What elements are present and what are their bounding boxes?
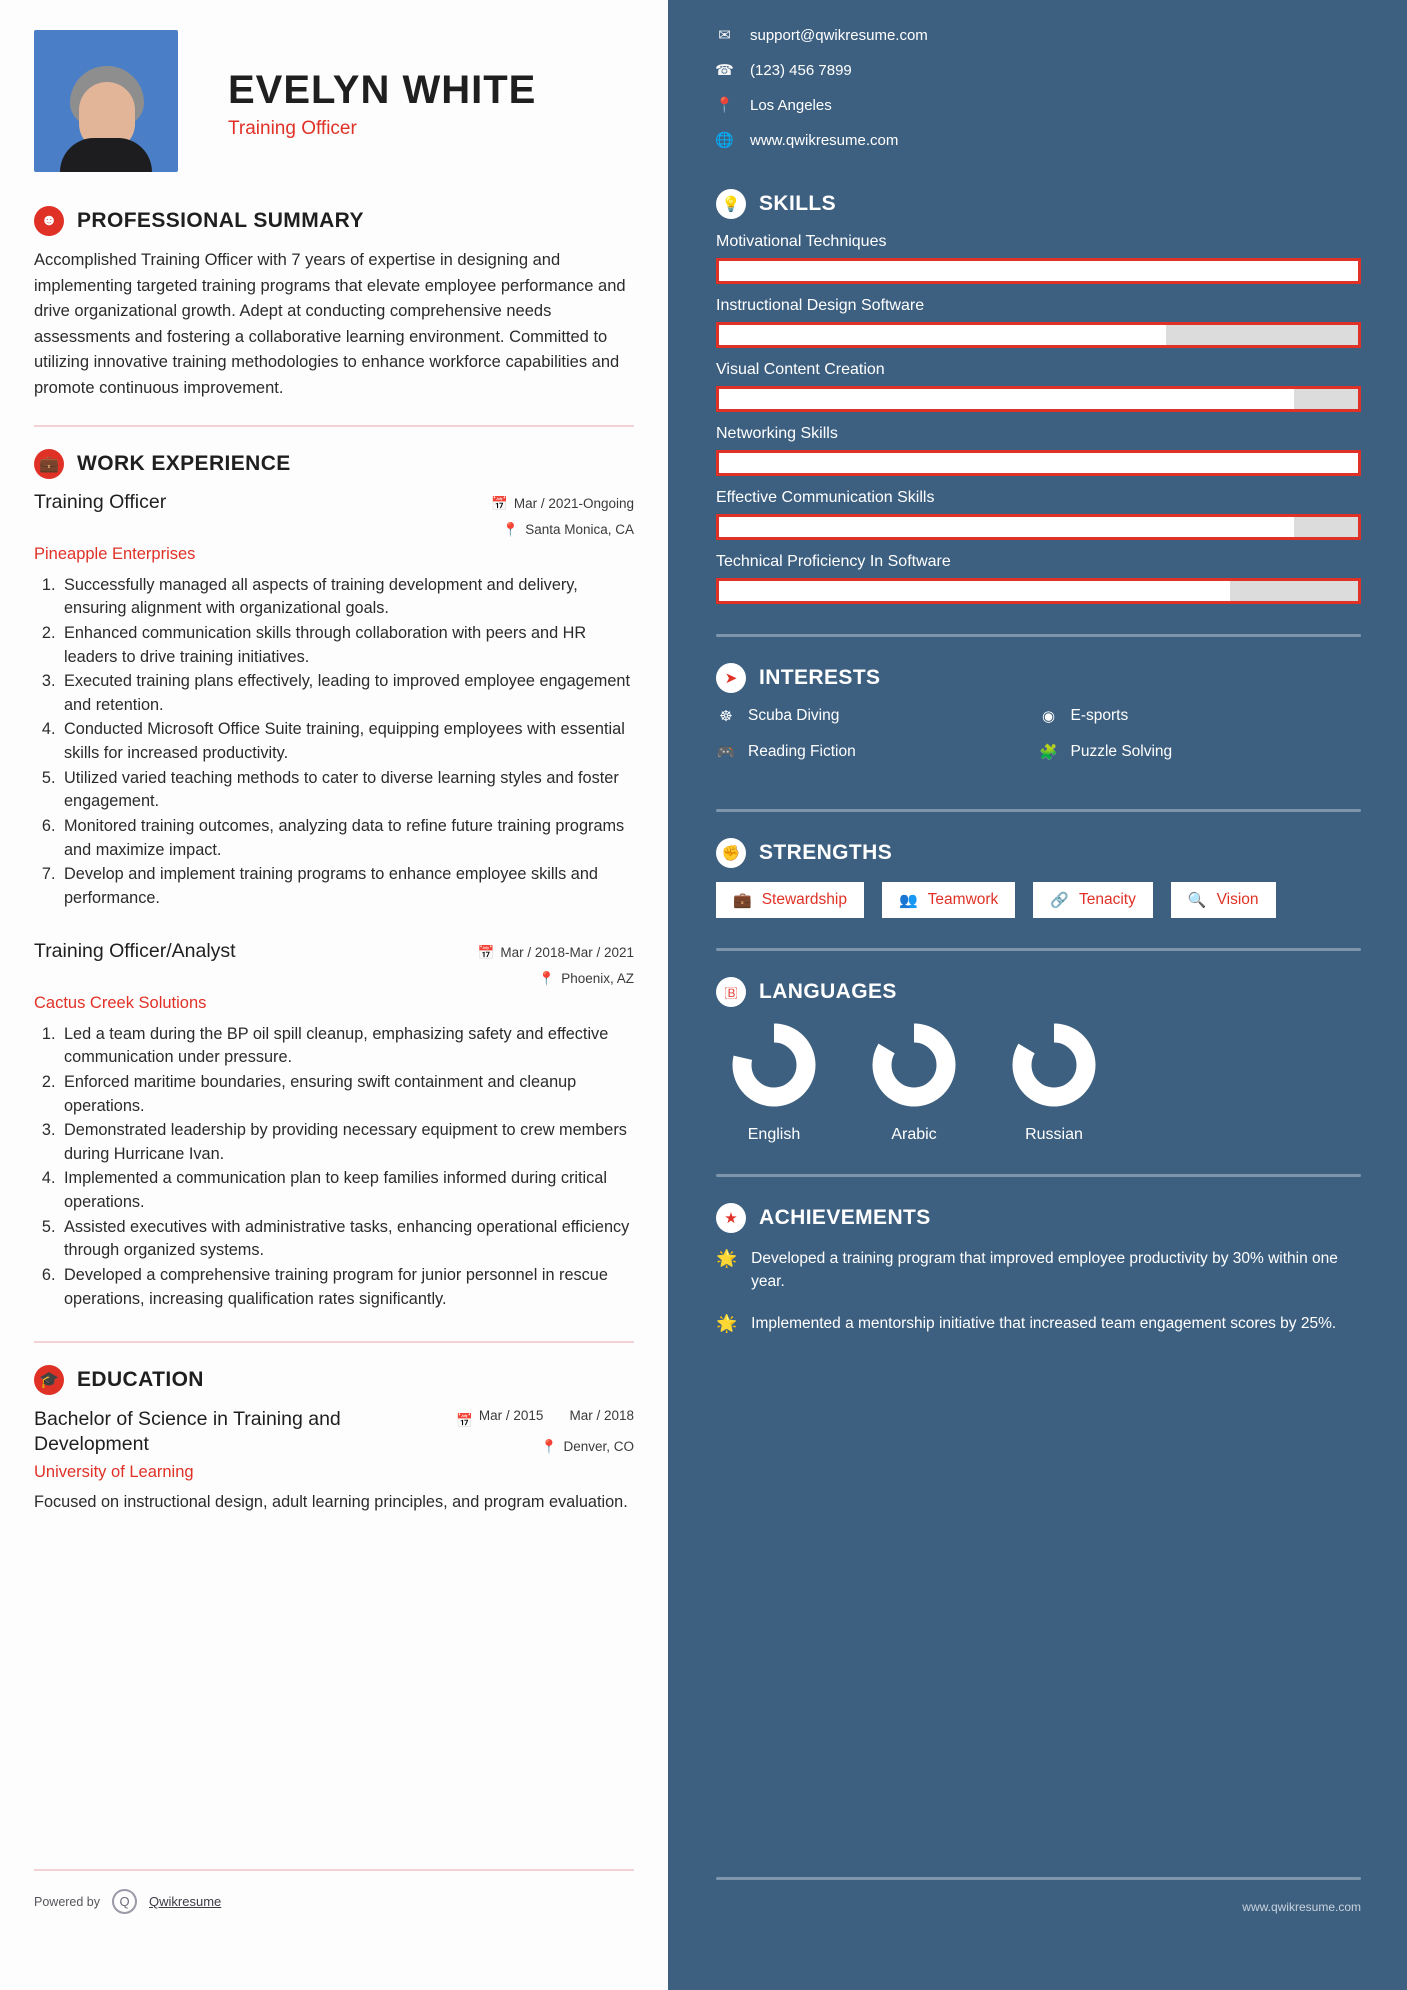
achievement-item <box>716 1312 1361 1335</box>
section-title-interests: INTERESTS <box>759 666 881 689</box>
skill-bar <box>716 386 1361 412</box>
sidebar-footer <box>716 1877 1361 1914</box>
calendar-icon: 📅 <box>456 1413 473 1429</box>
skill-label: Technical Proficiency In Software <box>716 553 951 570</box>
strength-label: Vision <box>1216 891 1259 908</box>
calendar-icon: 📅 <box>491 496 508 512</box>
section-strengths <box>716 838 1361 918</box>
section-languages <box>716 977 1361 1144</box>
education-degree: Bachelor of Science in Training and Development <box>34 1408 341 1455</box>
resume-header <box>34 30 634 172</box>
job-title: Training Officer/Analyst <box>34 940 236 963</box>
strength-label: Stewardship <box>761 891 847 908</box>
job-bullet: 4. Implemented a communication plan to keep families informed during critical operations. <box>60 1167 634 1214</box>
briefcase-icon: 💼 <box>34 449 64 479</box>
gamepad-circle-icon: ◉ <box>1041 708 1056 725</box>
language-label: English <box>747 1126 801 1143</box>
interest-item <box>716 707 1039 725</box>
section-title-summary: PROFESSIONAL SUMMARY <box>77 209 364 232</box>
job-bullet: 3. Demonstrated leadership by providing necessary equipment to crew members during Hurricane Ivan. <box>60 1119 634 1166</box>
divider <box>716 948 1361 951</box>
calendar-icon: 📅 <box>477 945 495 961</box>
skill-bar <box>716 450 1361 476</box>
skill-label: Networking Skills <box>716 425 838 442</box>
strength-chip <box>716 882 864 918</box>
education-school: University of Learning <box>34 1463 194 1482</box>
interest-item <box>1039 707 1362 725</box>
contact-website[interactable] <box>716 131 1361 149</box>
language-label: Russian <box>1025 1126 1083 1143</box>
interest-label: E-sports <box>1070 707 1129 724</box>
graduation-icon: 🎓 <box>34 1365 64 1395</box>
education-start-date: Mar / 2015 <box>478 1408 544 1424</box>
briefcase-icon: 💼 <box>733 892 752 909</box>
interest-item <box>716 743 1039 761</box>
strength-chip <box>882 882 1015 918</box>
profile-photo <box>34 30 178 172</box>
game-controller-icon: 🎮 <box>716 744 736 761</box>
divider <box>716 1174 1361 1177</box>
achievement-text: Implemented a mentorship initiative that increased team engagement scores by 25%. <box>751 1314 1337 1332</box>
strength-label: Tenacity <box>1079 891 1136 908</box>
skill-bar <box>716 322 1361 348</box>
job-bullet: 7. Develop and implement training programs to enhance employee skills and performance. <box>60 863 634 910</box>
language-label: Arabic <box>891 1126 937 1143</box>
achievement-item <box>716 1247 1361 1294</box>
section-education <box>34 1365 634 1515</box>
job-location: Santa Monica, CA <box>525 522 634 538</box>
skill-label: Motivational Techniques <box>716 233 887 250</box>
section-achievements <box>716 1203 1361 1335</box>
section-title-languages: LANGUAGES <box>759 980 897 1003</box>
left-footer <box>34 1869 634 1914</box>
language-item <box>1010 1021 1098 1144</box>
language-item <box>730 1021 818 1144</box>
skill-bar <box>716 514 1361 540</box>
strength-label: Teamwork <box>927 891 999 908</box>
globe-icon: 🌐 <box>715 132 734 149</box>
job-bullet: 4. Conducted Microsoft Office Suite training, equipping employees with essential skills for increased productivity. <box>60 718 634 765</box>
contact-block <box>716 26 1361 149</box>
job-bullet: 6. Developed a comprehensive training program for junior personnel in rescue operations, increasing qualification rates significantly. <box>60 1264 634 1311</box>
people-icon: 👥 <box>898 892 918 909</box>
phone-icon: ☎ <box>715 62 734 79</box>
skill-label: Effective Communication Skills <box>716 489 935 506</box>
education-location: Denver, CO <box>563 1438 634 1454</box>
job-bullet: 1. Successfully managed all aspects of training development and delivery, ensuring alignment with organizational goals. <box>60 574 634 621</box>
envelope-icon: ✉ <box>718 27 731 44</box>
resume-main-column <box>0 0 668 1990</box>
divider <box>34 1341 634 1343</box>
section-title-achievements: ACHIEVEMENTS <box>759 1206 931 1229</box>
interest-label: Scuba Diving <box>748 707 840 724</box>
education-description: Focused on instructional design, adult learning principles, and program evaluation. <box>34 1493 628 1512</box>
shooting-star-icon: 🌟 <box>716 1249 738 1268</box>
skill-item <box>716 233 1361 284</box>
skill-bar <box>716 258 1361 284</box>
language-donut <box>730 1021 818 1109</box>
user-icon: ☻ <box>34 206 64 236</box>
job-bullets <box>60 574 634 911</box>
interest-label: Reading Fiction <box>748 743 856 760</box>
shooting-star-icon: 🌟 <box>716 1313 738 1333</box>
divider <box>716 809 1361 812</box>
language-donut <box>870 1021 958 1109</box>
job-bullet: 1. Led a team during the BP oil spill cleanup, emphasizing safety and effective communication under pressure. <box>60 1023 634 1070</box>
section-title-strengths: STRENGTHS <box>759 841 893 864</box>
job-bullet: 6. Monitored training outcomes, analyzing data to refine future training programs and maximize impact. <box>60 815 634 862</box>
map-pin-icon: 📍 <box>538 971 556 987</box>
puzzle-icon: 🧩 <box>1039 744 1058 761</box>
job-company: Pineapple Enterprises <box>34 544 196 563</box>
section-interests <box>716 663 1361 779</box>
job-bullet: 3. Executed training plans effectively, leading to improved employee engagement and retention. <box>60 670 634 717</box>
binoculars-icon: 🔍 <box>1187 892 1207 909</box>
fist-icon: ✊ <box>716 838 746 868</box>
contact-phone[interactable] <box>716 61 1361 79</box>
lightbulb-icon: 💡 <box>716 189 746 219</box>
job-company: Cactus Creek Solutions <box>34 993 207 1012</box>
interest-label: Puzzle Solving <box>1070 743 1173 760</box>
section-professional-summary <box>34 206 634 401</box>
section-work-experience <box>34 449 634 1311</box>
skill-item <box>716 361 1361 412</box>
contact-website-value: www.qwikresume.com <box>750 131 899 149</box>
education-end-date: Mar / 2018 <box>569 1408 634 1424</box>
divider <box>34 1869 634 1871</box>
job-location: Phoenix, AZ <box>561 971 634 987</box>
brand-link[interactable]: Qwikresume <box>149 1894 222 1909</box>
candidate-name: EVELYN WHITE <box>228 68 537 112</box>
skill-label: Instructional Design Software <box>716 297 925 314</box>
section-title-experience: WORK EXPERIENCE <box>77 452 291 476</box>
divider <box>716 634 1361 637</box>
job-title: Training Officer <box>34 491 167 514</box>
skill-item <box>716 489 1361 540</box>
experience-item <box>34 491 634 910</box>
strength-chip <box>1171 882 1276 918</box>
section-title-education: EDUCATION <box>77 1368 204 1392</box>
map-pin-icon: 📍 <box>502 522 520 538</box>
job-bullets <box>60 1023 634 1312</box>
star-badge-icon: ★ <box>716 1203 746 1233</box>
achievement-text: Developed a training program that improved employee productivity by 30% within one year. <box>751 1250 1338 1291</box>
resume-sidebar <box>668 0 1407 1990</box>
contact-location-value: Los Angeles <box>750 96 832 114</box>
life-ring-icon: ☸ <box>719 708 733 725</box>
skill-item <box>716 425 1361 476</box>
section-title-skills: SKILLS <box>759 192 837 215</box>
contact-phone-value: (123) 456 7899 <box>750 61 852 79</box>
interest-item <box>1039 743 1362 761</box>
strength-chip <box>1033 882 1153 918</box>
link-icon: 🔗 <box>1050 892 1069 909</box>
job-bullet: 2. Enhanced communication skills through collaboration with peers and HR leaders to drive training initiatives. <box>60 622 634 669</box>
language-donut <box>1010 1021 1098 1109</box>
contact-email[interactable] <box>716 26 1361 44</box>
paper-plane-icon: ➤ <box>716 663 746 693</box>
experience-item <box>34 940 634 1311</box>
job-dates: Mar / 2021-Ongoing <box>513 496 634 512</box>
powered-by-label: Powered by <box>34 1894 101 1909</box>
candidate-role: Training Officer <box>228 118 357 139</box>
skill-label: Visual Content Creation <box>716 361 885 378</box>
divider <box>716 1877 1361 1880</box>
contact-email-value: support@qwikresume.com <box>750 26 928 44</box>
site-url: www.qwikresume.com <box>1242 1900 1361 1914</box>
map-pin-icon: 📍 <box>715 97 734 114</box>
q-logo-icon: Q <box>112 1889 137 1914</box>
language-item <box>870 1021 958 1144</box>
job-bullet: 5. Assisted executives with administrative tasks, enhancing operational efficiency through organized systems. <box>60 1216 634 1263</box>
summary-text: Accomplished Training Officer with 7 years of expertise in designing and implementing targeted training programs that elevate employee performance and drive organizational growth. Adept at conducting comprehensive needs assessments and fostering a collaborative learning environment. Committed to utilizing innovative training methodologies to enhance workforce capabilities and promote continuous improvement. <box>34 251 626 397</box>
translate-icon: 🇧 <box>716 977 746 1007</box>
section-skills <box>716 189 1361 604</box>
skill-item <box>716 297 1361 348</box>
skill-item <box>716 553 1361 604</box>
divider <box>34 425 634 427</box>
skill-bar <box>716 578 1361 604</box>
job-bullet: 2. Enforced maritime boundaries, ensuring swift containment and cleanup operations. <box>60 1071 634 1118</box>
map-pin-icon: 📍 <box>540 1438 558 1454</box>
job-bullet: 5. Utilized varied teaching methods to cater to diverse learning styles and foster engagement. <box>60 767 634 814</box>
contact-location <box>716 96 1361 114</box>
job-dates: Mar / 2018-Mar / 2021 <box>500 945 634 961</box>
